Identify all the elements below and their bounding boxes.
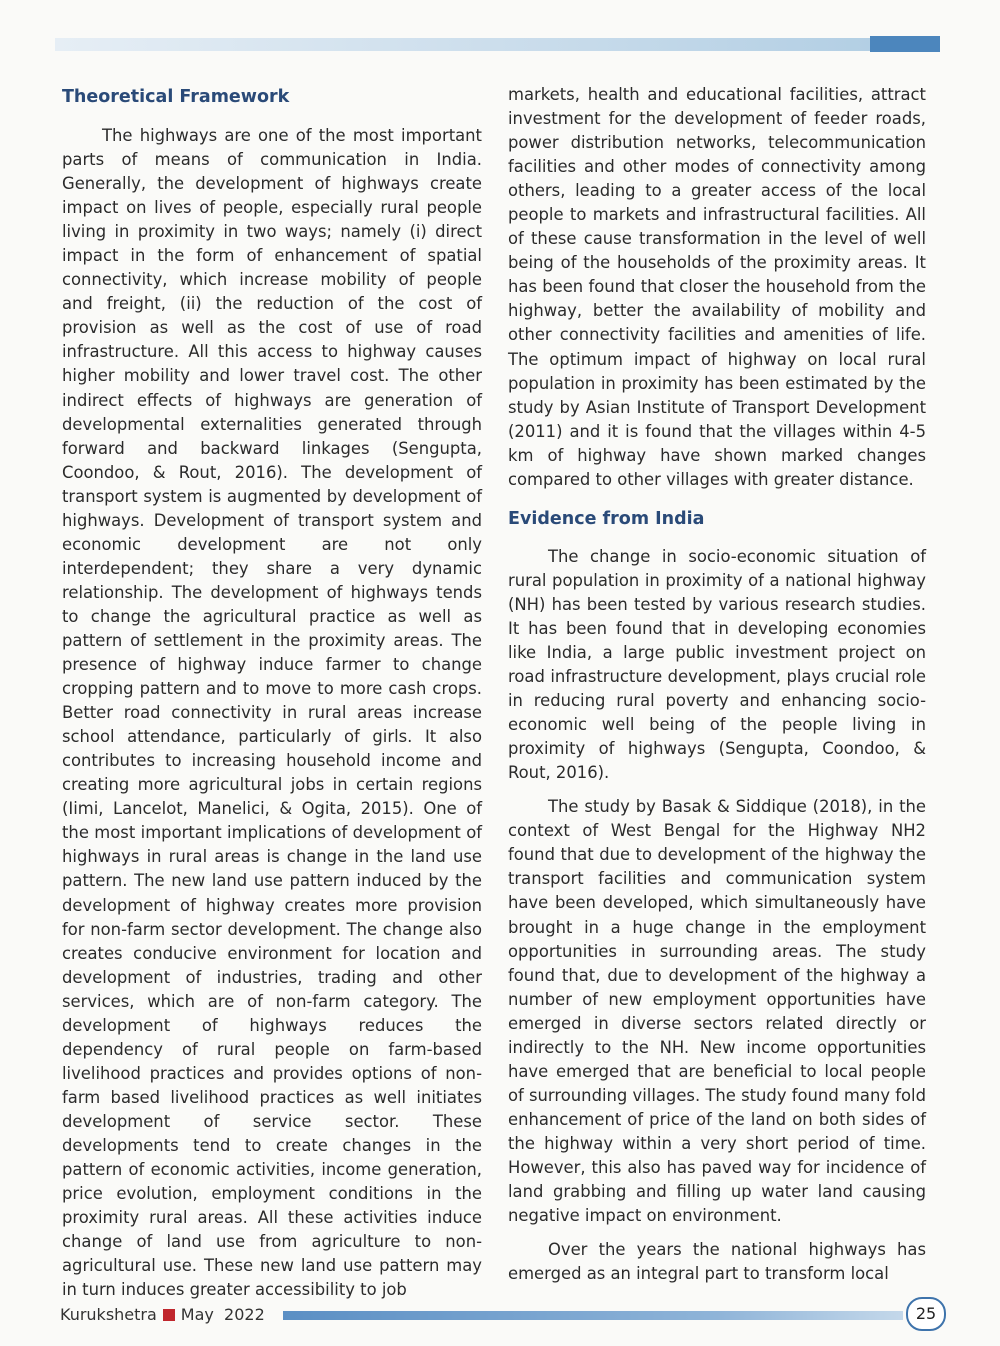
body-paragraph: The change in socio-economic situation of rural population in proximity of a national highway (NH) has been tested by various research studies. It has been found that in developing economies like India, a large public investment project on road infrastructure development, plays crucial role in reducing rural poverty and enhancing socio-economic well being of the people living in proximity of highways (Sengupta, Coondoo, & Rout, 2016). bbox=[508, 546, 926, 783]
left-column bbox=[62, 84, 482, 1302]
body-paragraph: Over the years the national highways has emerged as an integral part to transform local bbox=[508, 1240, 926, 1284]
right-column bbox=[508, 83, 926, 1286]
continued-paragraph: markets, health and educational facilities, attract investment for the development of feeder roads, power distribution networks, telecommunication facilities and other modes of connectivity among others, leading to a greater access of the local people to markets and infrastructural facilities. All of these cause transformation in the level of well being of the households of the proximity areas. It has been found that closer the household from the highway, better the availability of mobility and other connectivity facilities and amenities of life. The optimum impact of highway on local rural population in proximity has been estimated by the study by Asian Institute of Transport Development (2011) and it is found that the villages within 4-5 km of highway have shown marked changes compared to other villages with greater distance. bbox=[508, 85, 926, 489]
header-accent-block bbox=[870, 36, 940, 52]
header-decorative-band bbox=[55, 38, 870, 51]
section-heading-theoretical-framework: Theoretical Framework bbox=[62, 87, 290, 107]
section-heading-evidence-from-india: Evidence from India bbox=[508, 508, 705, 529]
magazine-name: Kurukshetra bbox=[60, 1305, 157, 1324]
footer-publication bbox=[60, 1305, 265, 1324]
red-square-icon bbox=[163, 1309, 175, 1321]
page-number: 25 bbox=[906, 1297, 946, 1331]
issue-date: May 2022 bbox=[180, 1305, 265, 1324]
body-paragraph: The highways are one of the most important parts of means of communication in India. Generally, the development of highways create impact on lives of people, especially rural people living in proximity in two ways; namely (i) direct impact in the form of enhancement of spatial connectivity, which increase mobility of people and freight, (ii) the reduction of the cost of provision as well as the cost of use of road infrastructure. All this access to highway causes higher mobility and lower travel cost. The other indirect effects of highways are generation of developmental externalities generated through forward and backward linkages (Sengupta, Coondoo, & Rout, 2016). The development of transport system is augmented by development of highways. Development of transport system and economic development are not only interdependent; they share a very dynamic relationship. The development of highways tends to change the agricultural practice as well as pattern of settlement in the proximity areas. The presence of highway induce farmer to change cropping pattern and to move to more cash crops. Better road connectivity in rural areas increase school attendance, particularly of girls. It also contributes to increasing household income and creating more agricultural jobs in certain regions (Iimi, Lancelot, Manelici, & Ogita, 2015). One of the most important implications of development of highways in rural areas is change in the land use pattern. The new land use pattern induced by the development of highway creates more provision for non-farm sector development. The change also creates conducive environment for location and development of industries, trading and other services, which are of non-farm category. The development of highways reduces the dependency of rural people on farm-based livelihood practices and provides options of non-farm based livelihood practices as well initiates development of service sector. These developments tend to create changes in the pattern of economic activities, income generation, price evolution, employment conditions in the proximity rural areas. All these activities induce change of land use from agriculture to non-agricultural use. These new land use pattern may in turn induces greater accessibility to job bbox=[62, 126, 482, 1300]
footer-decorative-band bbox=[283, 1311, 903, 1320]
body-paragraph: The study by Basak & Siddique (2018), in the context of West Bengal for the Highway NH2 found that due to development of the highway the transport facilities and communication system have been developed, which simultaneously have brought in a huge change in the employment opportunities in surrounding areas. The study found that, due to development of the highway a number of new employment opportunities have emerged in diverse sectors related directly or indirectly to the NH. New income opportunities have emerged that are beneficial to local people of surrounding villages. The study found many fold enhancement of price of the land on both sides of the highway within a very short period of time. However, this also has paved way for incidence of land grabbing and filling up water land causing negative impact on environment. bbox=[508, 797, 927, 1226]
